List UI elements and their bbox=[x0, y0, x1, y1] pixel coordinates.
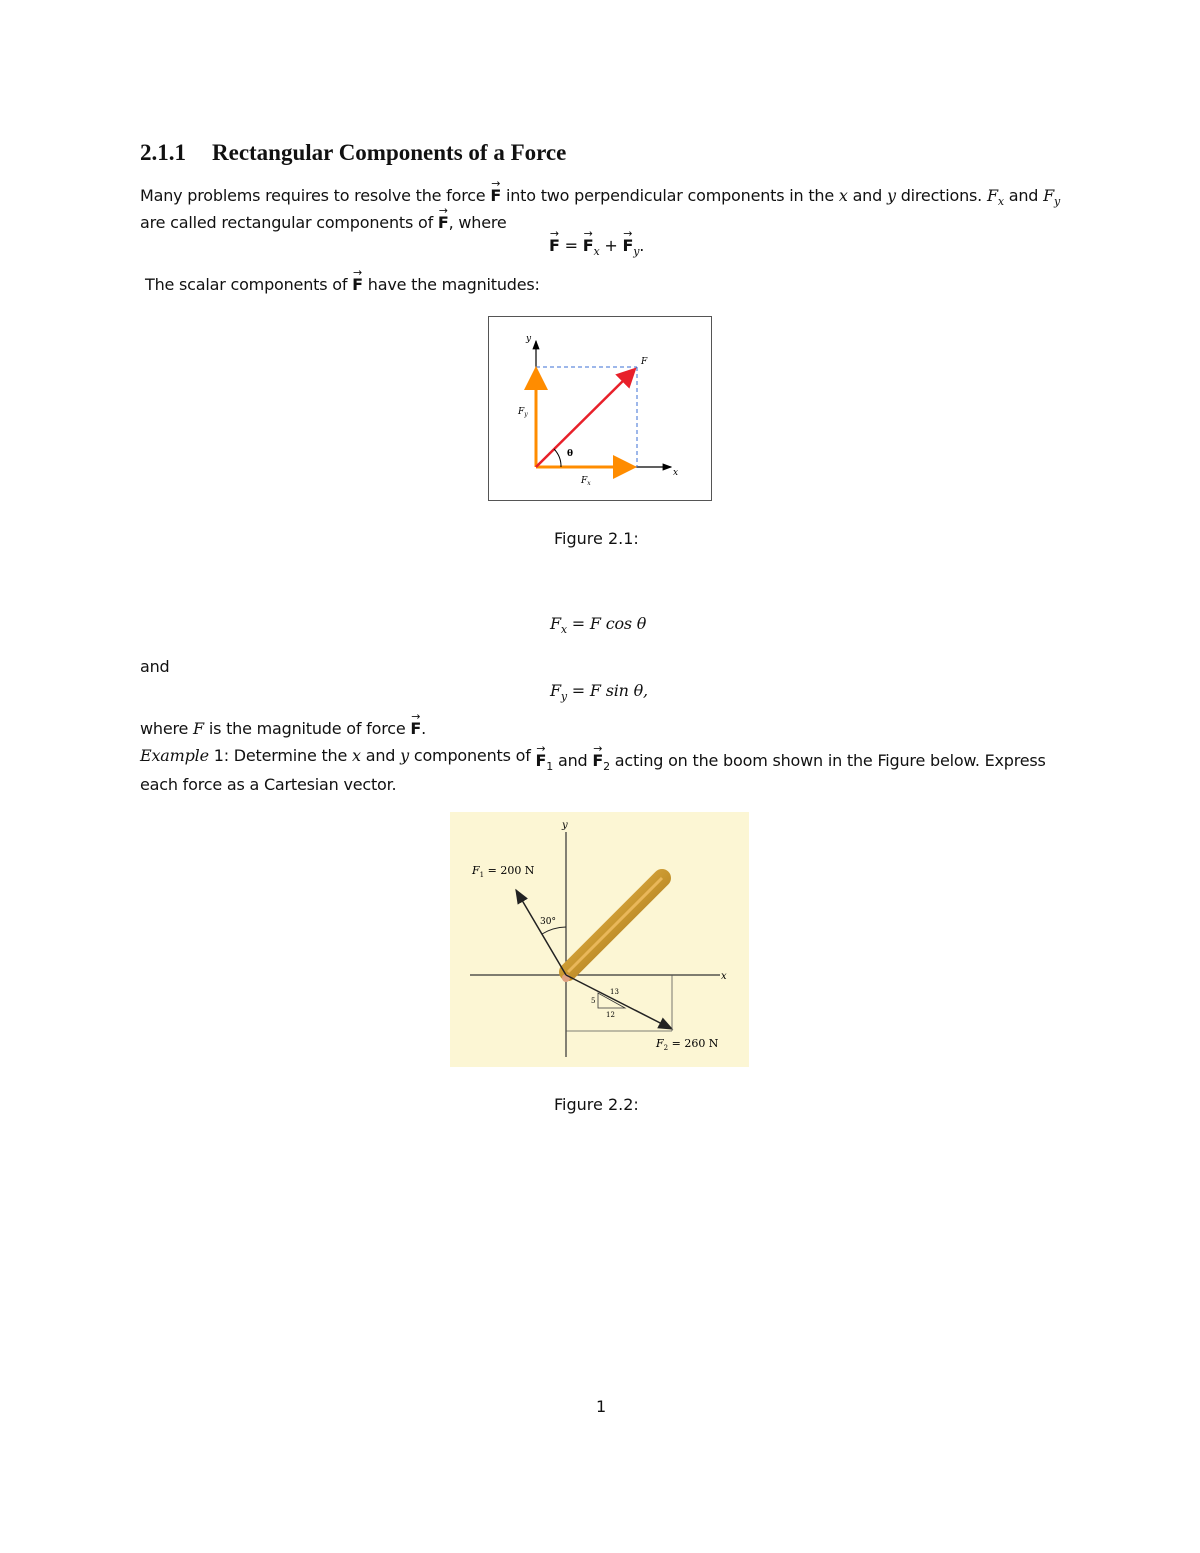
force-F2-arrow bbox=[566, 975, 672, 1029]
var-Fx: $F_x$ bbox=[986, 186, 1004, 209]
text-run: . bbox=[421, 719, 426, 738]
vector-F: → F bbox=[438, 213, 449, 233]
vector-F: → F bbox=[490, 186, 501, 206]
boom-force-diagram bbox=[450, 812, 749, 1067]
example-number: 1: bbox=[208, 746, 234, 765]
var-y: y bbox=[886, 186, 896, 205]
eq-plus: + bbox=[599, 236, 623, 255]
text-run: acting on the boom shown in the Figure below. Express bbox=[609, 751, 1046, 770]
label-tri-hyp: 13 bbox=[610, 988, 619, 996]
text-run: , where bbox=[448, 213, 507, 232]
figure-2-1 bbox=[488, 316, 712, 501]
label-Fy: $F_y$ bbox=[518, 407, 528, 418]
scalar-intro bbox=[145, 275, 540, 295]
and-word: and bbox=[140, 657, 170, 676]
figure-2-2-caption: Figure 2.2: bbox=[554, 1095, 639, 1114]
angle-arc bbox=[554, 449, 561, 467]
eq-term-Fy: → F bbox=[622, 236, 633, 256]
label-tri-base: 12 bbox=[606, 1011, 615, 1019]
label-F2: $F_2 = 260$ N bbox=[656, 1037, 719, 1052]
text-run: Determine the bbox=[233, 746, 353, 765]
vector-F: → F bbox=[410, 719, 421, 739]
eq-term-Fx: → F bbox=[583, 236, 594, 256]
text-run: have the magnitudes: bbox=[362, 275, 540, 294]
label-y: y bbox=[562, 820, 568, 831]
text-run: directions. bbox=[895, 186, 987, 205]
force-components-diagram bbox=[489, 317, 711, 500]
text-run: and bbox=[847, 186, 887, 205]
section-title: Rectangular Components of a Force bbox=[212, 140, 567, 165]
text-run: Many problems requires to resolve the force bbox=[140, 186, 491, 205]
vector-F: → F bbox=[352, 275, 363, 295]
var-Fy: $F_y$ bbox=[1043, 186, 1061, 209]
label-theta: θ bbox=[567, 449, 574, 459]
eq-lhs: → F bbox=[549, 236, 560, 256]
eq-sub: x bbox=[593, 245, 600, 259]
vector-F2: → $F_2$ bbox=[592, 751, 610, 770]
intro-line-1 bbox=[140, 186, 1060, 212]
example-label: Example bbox=[140, 746, 209, 765]
example-line-1 bbox=[140, 746, 1046, 772]
text-run: components of bbox=[408, 746, 536, 765]
label-F: F bbox=[641, 357, 648, 367]
resultant-F-arrow bbox=[536, 371, 633, 467]
force-F1-arrow bbox=[516, 890, 566, 975]
var-x: x bbox=[838, 186, 848, 205]
figure-2-1-caption: Figure 2.1: bbox=[554, 529, 639, 548]
equation-Fy: $F_y = F$ sin θ, bbox=[550, 681, 648, 704]
eq-end: . bbox=[639, 236, 645, 255]
where-line bbox=[140, 719, 426, 739]
angle-arc-30 bbox=[542, 927, 566, 934]
text-run: and bbox=[553, 751, 593, 770]
var-F: F bbox=[193, 719, 204, 738]
vector-equation bbox=[549, 236, 644, 262]
section-number: 2.1.1 bbox=[140, 140, 186, 165]
text-run: where bbox=[140, 719, 194, 738]
label-y: y bbox=[526, 334, 532, 344]
text-run: and bbox=[1003, 186, 1044, 205]
label-angle: 30° bbox=[540, 917, 556, 927]
label-Fx: $F_x$ bbox=[581, 476, 591, 487]
figure-2-2 bbox=[450, 812, 749, 1067]
example-line-2: each force as a Cartesian vector. bbox=[140, 775, 397, 794]
label-tri-side: 5 bbox=[591, 997, 596, 1005]
label-F1: $F_1 = 200$ N bbox=[472, 864, 535, 879]
text-run: The scalar components of bbox=[145, 275, 353, 294]
vector-F1: → $F_1$ bbox=[536, 751, 554, 770]
label-x: x bbox=[721, 971, 727, 982]
page-number: 1 bbox=[596, 1397, 607, 1416]
eq-sign: = bbox=[559, 236, 583, 255]
text-run: into two perpendicular components in the bbox=[501, 186, 839, 205]
label-x: x bbox=[673, 468, 679, 478]
equation-Fx: $F_x = F$ cos θ bbox=[550, 614, 647, 637]
text-run: are called rectangular components of bbox=[140, 213, 438, 232]
var-y: y bbox=[400, 746, 409, 765]
text-run: and bbox=[360, 746, 401, 765]
intro-line-2 bbox=[140, 213, 507, 233]
eq-sub: y bbox=[633, 245, 640, 259]
text-run: is the magnitude of force bbox=[203, 719, 411, 738]
boom-highlight bbox=[568, 878, 662, 972]
section-heading bbox=[140, 140, 566, 166]
var-x: x bbox=[352, 746, 361, 765]
